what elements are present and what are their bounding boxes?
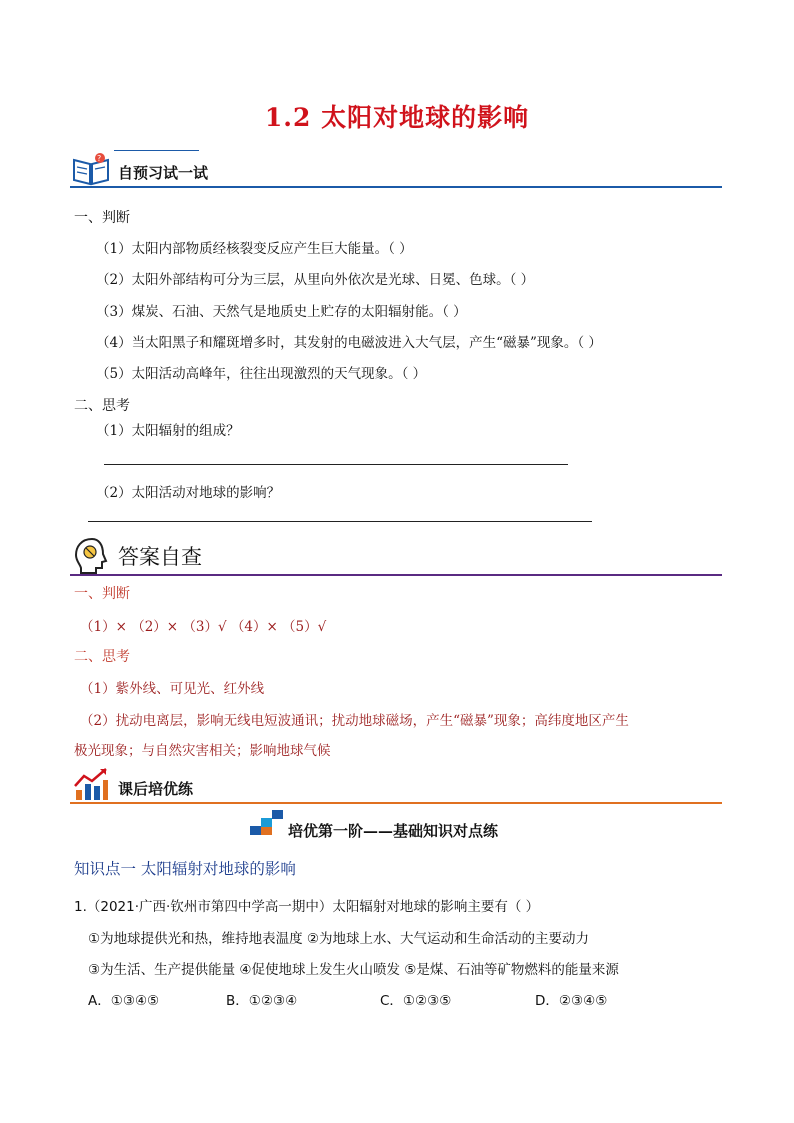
question-1-statements-line2: ③为生活、生产提供能量 ④促使地球上发生火山喷发 ⑤是煤、石油等矿物燃料的能量来源 <box>88 962 619 978</box>
judgment-item-4: （4）当太阳黑子和耀斑增多时，其发射的电磁波进入大气层，产生“磁暴”现象。（ ） <box>96 335 602 351</box>
section-preview-label: 自预习试一试 <box>118 164 209 182</box>
header-top-rule <box>114 150 199 151</box>
book-icon <box>70 152 114 186</box>
judgment-item-5: （5）太阳活动高峰年，往往出现激烈的天气现象。（ ） <box>96 366 427 382</box>
thinking-item-1: （1）太阳辐射的组成？ <box>96 423 240 439</box>
thinking-answer-2-line1: （2）扰动电离层，影响无线电短波通讯；扰动地球磁场，产生“磁暴”现象；高纬度地区产生 <box>80 713 629 729</box>
thinking-heading: 二、思考 <box>74 398 130 414</box>
judgment-answers: （1）× （2）× （3）√ （4）× （5）√ <box>80 619 327 635</box>
question-1-stem: 1.（2021·广西·钦州市第四中学高一期中）太阳辐射对地球的影响主要有（ ） <box>74 899 540 915</box>
thinking-item-2: （2）太阳活动对地球的影响？ <box>96 485 281 501</box>
answer-blank-1[interactable] <box>104 464 568 465</box>
answer-judgment-heading: 一、判断 <box>74 586 130 602</box>
option-d[interactable]: D．②③④⑤ <box>535 993 608 1009</box>
section-answers-rule <box>70 574 722 576</box>
option-b[interactable]: B．①②③④ <box>226 993 298 1009</box>
section-preview-rule <box>70 186 722 188</box>
knowledge-point-title: 知识点一 太阳辐射对地球的影响 <box>74 860 296 878</box>
chart-icon <box>72 766 110 802</box>
section-answers-label: 答案自查 <box>118 545 202 569</box>
section-practice-rule <box>70 802 722 804</box>
section-preview-header <box>70 148 722 188</box>
thinking-answer-2-line2: 极光现象；与自然灾害相关；影响地球气候 <box>74 743 331 759</box>
section-practice-header <box>70 764 722 804</box>
judgment-item-3: （3）煤炭、石油、天然气是地质史上贮存的太阳辐射能。（ ） <box>96 304 467 320</box>
stage-title: 培优第一阶——基础知识对点练 <box>288 822 499 840</box>
judgment-item-1: （1）太阳内部物质经核裂变反应产生巨大能量。（ ） <box>96 241 413 257</box>
thinking-answer-1: （1）紫外线、可见光、红外线 <box>80 681 265 697</box>
section-practice-label: 课后培优练 <box>118 780 194 798</box>
section-answers-header <box>70 535 722 576</box>
page-title: 1.2 太阳对地球的影响 <box>264 103 530 132</box>
stairs-icon <box>250 810 284 836</box>
question-1-statements-line1: ①为地球提供光和热，维持地表温度 ②为地球上水、大气运动和生命活动的主要动力 <box>88 931 589 947</box>
judgment-item-2: （2）太阳外部结构可分为三层，从里向外依次是光球、日冕、色球。（ ） <box>96 272 535 288</box>
svg-text:?: ? <box>97 154 102 163</box>
head-icon <box>72 535 112 575</box>
judgment-heading: 一、判断 <box>74 210 130 226</box>
answer-thinking-heading: 二、思考 <box>74 649 130 665</box>
option-c[interactable]: C．①②③⑤ <box>380 993 452 1009</box>
answer-blank-2[interactable] <box>88 521 592 522</box>
option-a[interactable]: A．①③④⑤ <box>88 993 160 1009</box>
